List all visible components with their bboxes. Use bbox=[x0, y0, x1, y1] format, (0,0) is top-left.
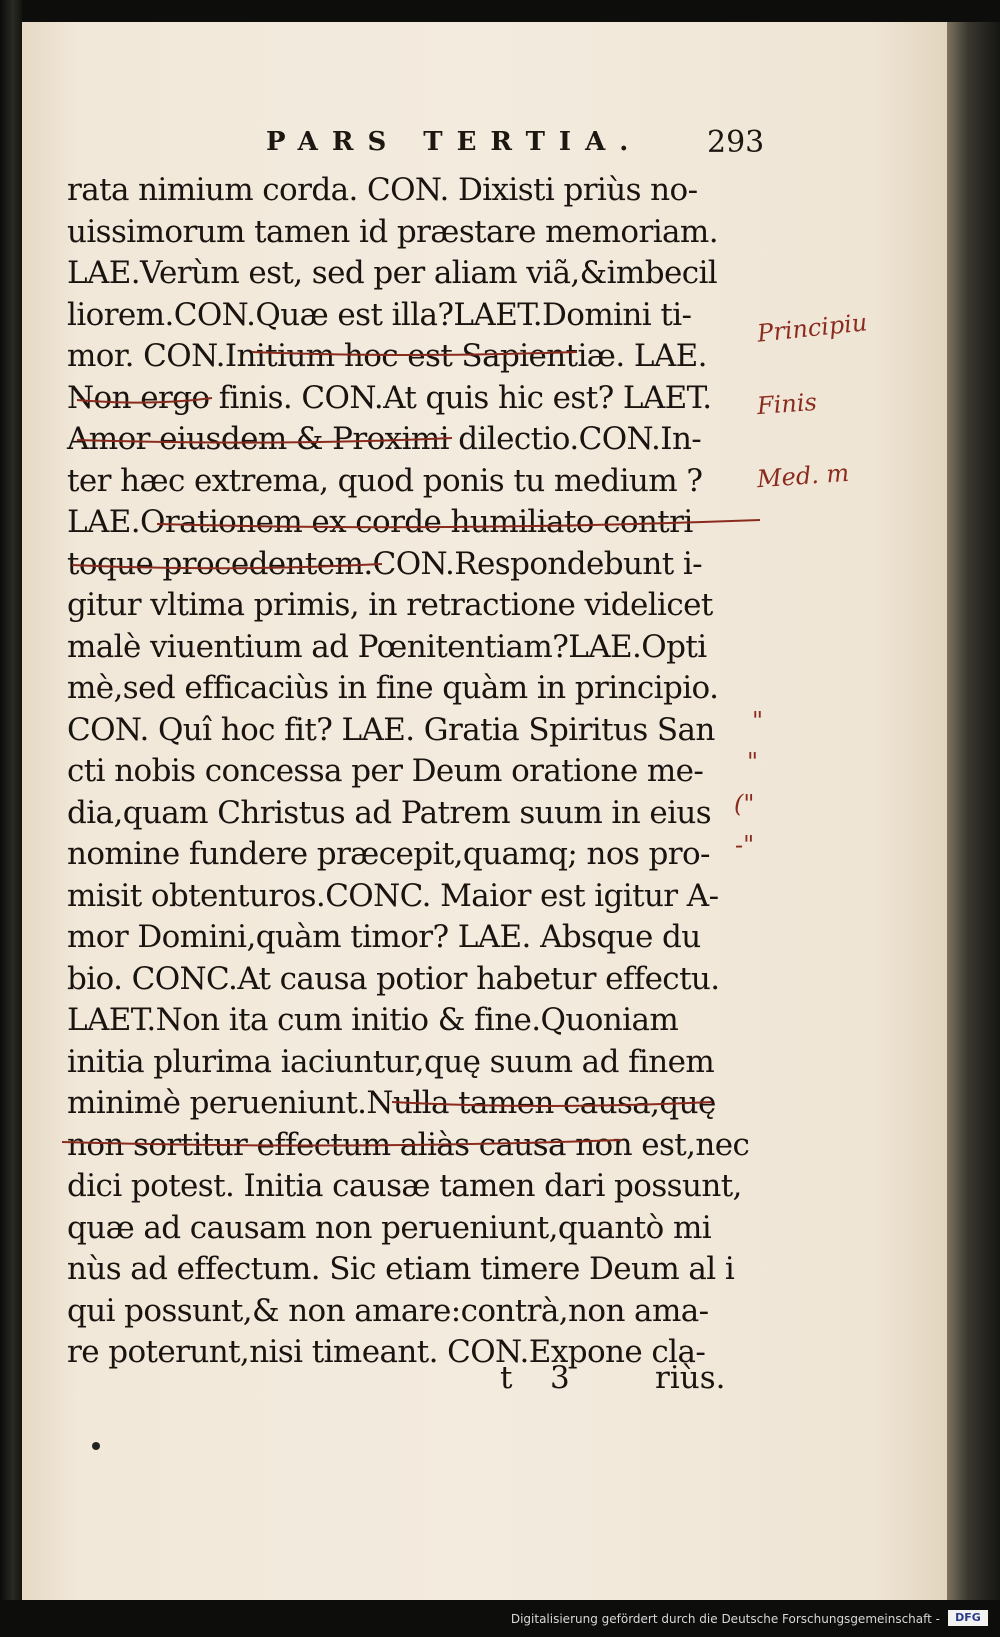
text-line: initia plurima iaciuntur,quę suum ad finem bbox=[67, 1043, 715, 1080]
text-line: Non ergo finis. CON.At quis hic est? LAET. bbox=[67, 379, 712, 416]
signature-number: 3 bbox=[550, 1360, 570, 1396]
text-line: quæ ad causam non perueniunt,quantò mi bbox=[67, 1209, 712, 1246]
marginal-mark-1: " bbox=[752, 707, 764, 735]
book-fore-edge bbox=[947, 22, 1000, 1600]
text-line: uissimorum tamen id præstare memoriam. bbox=[67, 213, 718, 250]
ink-dot bbox=[92, 1442, 100, 1450]
underline-amor bbox=[77, 438, 452, 443]
text-line: rata nimium corda. CON. Dixisti priùs no- bbox=[67, 172, 698, 208]
text-line: LAE.Orationem ex corde humiliato contri bbox=[67, 504, 693, 540]
text-line: nomine fundere præcepit,quamq; nos pro- bbox=[67, 836, 710, 872]
underline-non-ergo bbox=[77, 398, 212, 403]
text-line: CON. Quî hoc fit? LAE. Gratia Spiritus San bbox=[67, 711, 715, 748]
marginal-mark-3: (" bbox=[734, 790, 755, 818]
text-line: ter hæc extrema, quod ponis tu medium ? bbox=[67, 462, 703, 499]
text-line: mor Domini,quàm timor? LAE. Absque du bbox=[67, 919, 701, 955]
marginal-mark-4: -" bbox=[735, 831, 755, 859]
book-page bbox=[22, 22, 950, 1600]
text-line: mor. CON.Initium hoc est Sapientiæ. LAE. bbox=[67, 338, 707, 374]
footer-strip bbox=[0, 1600, 1000, 1637]
underline-nulla bbox=[392, 1102, 712, 1106]
text-line: dia,quam Christus ad Patrem suum in eius bbox=[67, 794, 712, 831]
text-line: cti nobis concessa per Deum oratione me- bbox=[67, 753, 704, 789]
text-line: LAET.Non ita cum initio & fine.Quoniam bbox=[67, 1002, 679, 1038]
marginal-note-medium: Med. m bbox=[756, 458, 851, 494]
book-spine-edge bbox=[0, 0, 22, 1637]
catchword: riùs. bbox=[655, 1360, 726, 1396]
text-line: bio. CONC.At causa potior habetur effectu. bbox=[67, 960, 720, 997]
underline-non-sortitur bbox=[62, 1140, 622, 1146]
marginal-note-finis: Finis bbox=[756, 387, 818, 421]
footer-credit: Digitalisierung gefördert durch die Deutsche Forschungsgemeinschaft - bbox=[510, 1612, 940, 1626]
text-line: malè viuentium ad Pœnitentiam?LAE.Opti bbox=[67, 628, 707, 665]
underline-initium bbox=[252, 352, 577, 355]
marginal-note-principium: Principiu bbox=[755, 308, 869, 348]
dfg-logo: DFG bbox=[948, 1610, 988, 1626]
text-line: minimè perueniunt.Nulla tamen causa,quę bbox=[67, 1085, 716, 1121]
page-number: 293 bbox=[707, 125, 765, 160]
text-line: liorem.CON.Quæ est illa?LAET.Domini ti- bbox=[67, 296, 692, 333]
marginal-mark-2: " bbox=[747, 748, 759, 776]
text-line: toque procedentem.CON.Respondebunt i- bbox=[67, 545, 703, 582]
text-line: re poterunt,nisi timeant. CON.Expone cla- bbox=[67, 1334, 706, 1370]
text-line: qui possunt,& non amare:contrà,non ama- bbox=[67, 1292, 709, 1329]
underline-orationem bbox=[157, 520, 760, 527]
text-line: Amor eiusdem & Proximi dilectio.CON.In- bbox=[67, 421, 702, 457]
catchword-line bbox=[22, 1360, 947, 1400]
text-line: non sortitur effectum aliàs causa non est,nec bbox=[67, 1126, 750, 1163]
running-title: PARS TERTIA. bbox=[266, 127, 643, 157]
text-line: gitur vltima primis, in retractione videlicet bbox=[67, 587, 713, 623]
text-line: dici potest. Initia causæ tamen dari possunt, bbox=[67, 1168, 742, 1204]
underline-toque bbox=[72, 564, 382, 568]
signature-mark: t bbox=[500, 1360, 513, 1396]
text-line: misit obtenturos.CONC. Maior est igitur A- bbox=[67, 877, 719, 914]
text-line: mè,sed efficaciùs in fine quàm in principio. bbox=[67, 670, 719, 706]
text-line: LAE.Verùm est, sed per aliam viã,&imbecil bbox=[67, 255, 718, 291]
text-line: nùs ad effectum. Sic etiam timere Deum al i bbox=[67, 1251, 735, 1287]
